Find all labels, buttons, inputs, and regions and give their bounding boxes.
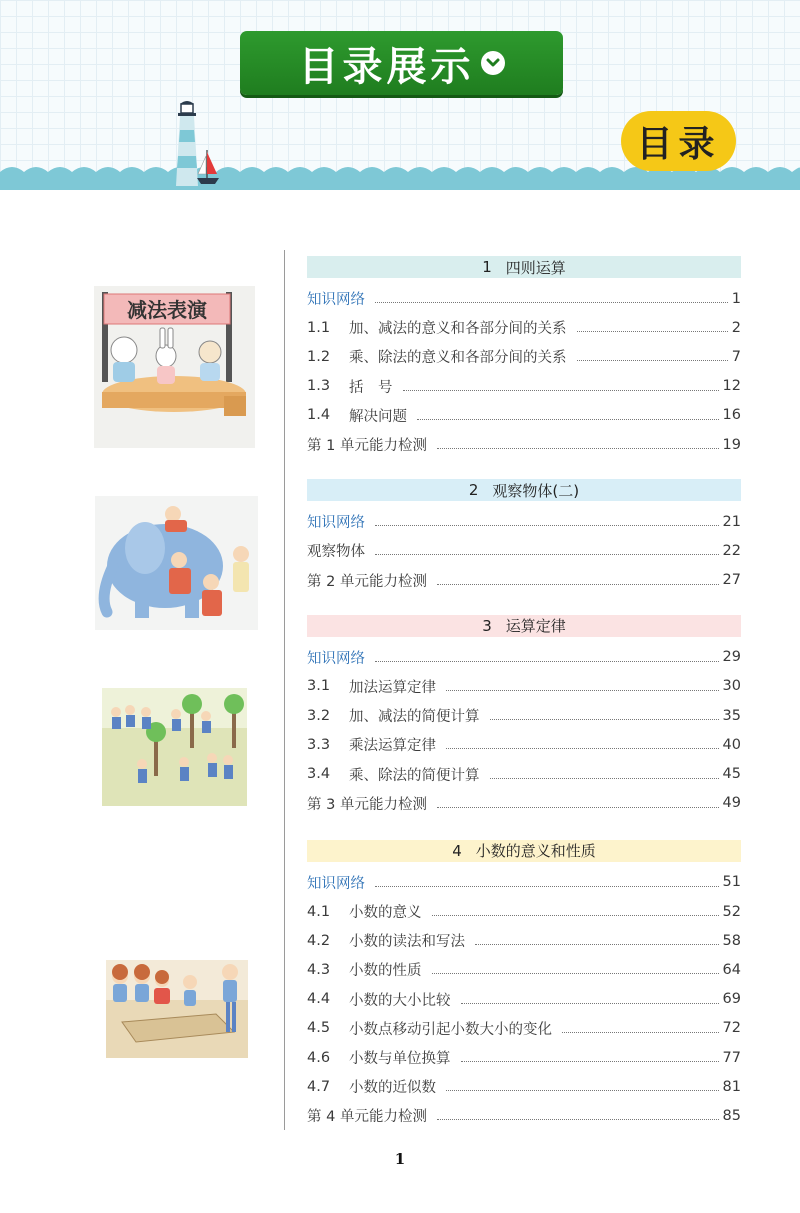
toc-entry[interactable] [307,759,741,788]
stage-sign-text: 减法表演 [127,298,207,322]
entry-label: 知识网络 [307,292,365,309]
subtraction-performance-illustration [94,286,255,448]
entry-page: 19 [722,436,741,453]
catalog-badge: 目录 [621,111,736,171]
leader-dots [490,778,719,779]
leader-dots [446,690,719,691]
entry-label: 知识网络 [307,875,365,892]
entry-page: 22 [722,542,741,559]
toc-entry[interactable] [307,926,741,955]
chapter-number: 2 [468,481,479,500]
chapter-1 [307,256,741,459]
toc-entry[interactable] [307,701,741,730]
leader-dots [403,390,719,391]
entry-number: 4.2 [307,932,331,949]
toc-entry[interactable] [307,955,741,984]
entry-page: 12 [722,378,741,395]
chevron-down-icon [481,51,505,75]
entry-number: 1.4 [307,407,331,424]
chapter-heading[interactable] [307,615,741,637]
entry-label: 小数的近似数 [349,1080,436,1097]
entry-label: 小数的意义 [349,905,422,922]
toc-entry[interactable] [307,730,741,759]
entry-label: 第 4 单元能力检测 [307,1109,427,1126]
entry-number: 1.2 [307,348,331,365]
entry-label: 解决问题 [349,408,407,425]
page-number: 1 [394,1150,406,1168]
banner-title: 目录展示 [298,43,475,90]
toc-entry[interactable] [307,1101,741,1130]
entry-label: 加、减法的简便计算 [349,709,480,726]
entry-number: 4.7 [307,1078,331,1095]
toc-entry[interactable] [307,1072,741,1101]
chapter-heading[interactable] [307,256,741,278]
entry-label: 小数的性质 [349,963,422,980]
entry-number: 1.1 [307,319,331,336]
entry-number: 4.1 [307,903,331,920]
toc-entry[interactable] [307,566,741,595]
toc-entry[interactable] [307,313,741,342]
entry-page: 7 [731,348,741,365]
long-jump-illustration [106,960,248,1058]
entry-number: 4.6 [307,1049,331,1066]
entry-page: 64 [722,961,741,978]
entry-number: 3.4 [307,766,331,783]
entry-label: 乘、除法的简便计算 [349,767,480,784]
toc-entry[interactable] [307,868,741,897]
entry-number: 3.1 [307,678,331,695]
entry-label: 观察物体 [307,544,365,561]
entry-page: 21 [722,513,741,530]
entry-label: 加法运算定律 [349,679,436,696]
leader-dots [375,302,728,303]
chapter-title: 观察物体(二) [492,481,580,500]
elephant-illustration [95,496,258,630]
chapter-3 [307,615,741,818]
leader-dots [432,973,719,974]
toc-entry[interactable] [307,1014,741,1043]
entry-page: 30 [722,678,741,695]
leader-dots [446,1090,719,1091]
toc-entry[interactable] [307,672,741,701]
leader-dots [475,944,719,945]
entry-label: 小数与单位换算 [349,1051,451,1068]
toc-entry[interactable] [307,507,741,536]
leader-dots [437,1119,719,1120]
chapter-heading[interactable] [307,479,741,501]
entry-page: 72 [722,1020,741,1037]
chapter-2 [307,479,741,595]
leader-dots [577,331,728,332]
chapter-heading[interactable] [307,840,741,862]
leader-dots [432,915,719,916]
leader-dots [490,719,719,720]
toc-entry[interactable] [307,536,741,565]
entry-label: 乘法运算定律 [349,738,436,755]
leader-dots [446,748,719,749]
leader-dots [375,661,719,662]
chapter-4 [307,840,741,1131]
entry-page: 29 [722,649,741,666]
entry-page: 49 [722,795,741,812]
entry-label: 知识网络 [307,515,365,532]
entry-label: 加、减法的意义和各部分间的关系 [349,321,567,338]
entry-label: 知识网络 [307,650,365,667]
toc-entry[interactable] [307,342,741,371]
leader-dots [375,554,719,555]
divider-line [284,250,285,1130]
leader-dots [417,419,719,420]
entry-number: 4.3 [307,961,331,978]
chapter-title: 四则运算 [505,258,566,277]
entry-number: 4.5 [307,1020,331,1037]
toc-entry[interactable] [307,284,741,313]
entry-number: 4.4 [307,991,331,1008]
entry-number: 3.2 [307,707,331,724]
chapter-title: 小数的意义和性质 [475,842,596,861]
entry-label: 小数的大小比较 [349,992,451,1009]
table-of-contents [307,256,741,1131]
entry-page: 1 [731,290,741,307]
chapter-number: 1 [482,258,492,276]
entry-page: 77 [722,1049,741,1066]
entry-number: 1.3 [307,378,331,395]
leader-dots [461,1003,719,1004]
leader-dots [375,886,719,887]
entry-label: 乘、除法的意义和各部分间的关系 [349,350,567,367]
leader-dots [437,448,719,449]
leader-dots [562,1032,719,1033]
entry-page: 85 [722,1107,741,1124]
entry-page: 58 [722,932,741,949]
entry-label: 第 2 单元能力检测 [307,573,427,590]
entry-label: 第 1 单元能力检测 [307,438,427,455]
toc-entry[interactable] [307,1043,741,1072]
toc-entry[interactable] [307,789,741,818]
leader-dots [437,584,719,585]
toc-entry[interactable] [307,985,741,1014]
title-banner [240,31,563,95]
entry-page: 45 [722,766,741,783]
leader-dots [461,1061,719,1062]
entry-label: 第 3 单元能力检测 [307,796,427,813]
tree-planting-illustration [102,688,247,806]
entry-page: 16 [722,407,741,424]
leader-dots [437,807,719,808]
leader-dots [375,525,719,526]
entry-label: 小数点移动引起小数大小的变化 [349,1021,552,1038]
toc-entry[interactable] [307,643,741,672]
sailboat-icon [195,148,221,188]
entry-page: 40 [722,736,741,753]
entry-number: 3.3 [307,736,331,753]
entry-page: 35 [722,707,741,724]
entry-page: 81 [722,1078,741,1095]
chapter-title: 运算定律 [505,617,566,636]
entry-page: 27 [722,572,741,589]
toc-entry[interactable] [307,372,741,401]
entry-label: 括 号 [349,379,393,396]
entry-page: 2 [731,319,741,336]
entry-page: 69 [722,991,741,1008]
chapter-number: 3 [482,616,492,635]
toc-entry[interactable] [307,430,741,459]
chapter-number: 4 [452,841,462,860]
leader-dots [577,360,728,361]
entry-page: 52 [722,903,741,920]
header-band [0,0,800,190]
toc-entry[interactable] [307,401,741,430]
toc-entry[interactable] [307,897,741,926]
entry-page: 51 [722,874,741,891]
entry-label: 小数的读法和写法 [349,934,465,951]
